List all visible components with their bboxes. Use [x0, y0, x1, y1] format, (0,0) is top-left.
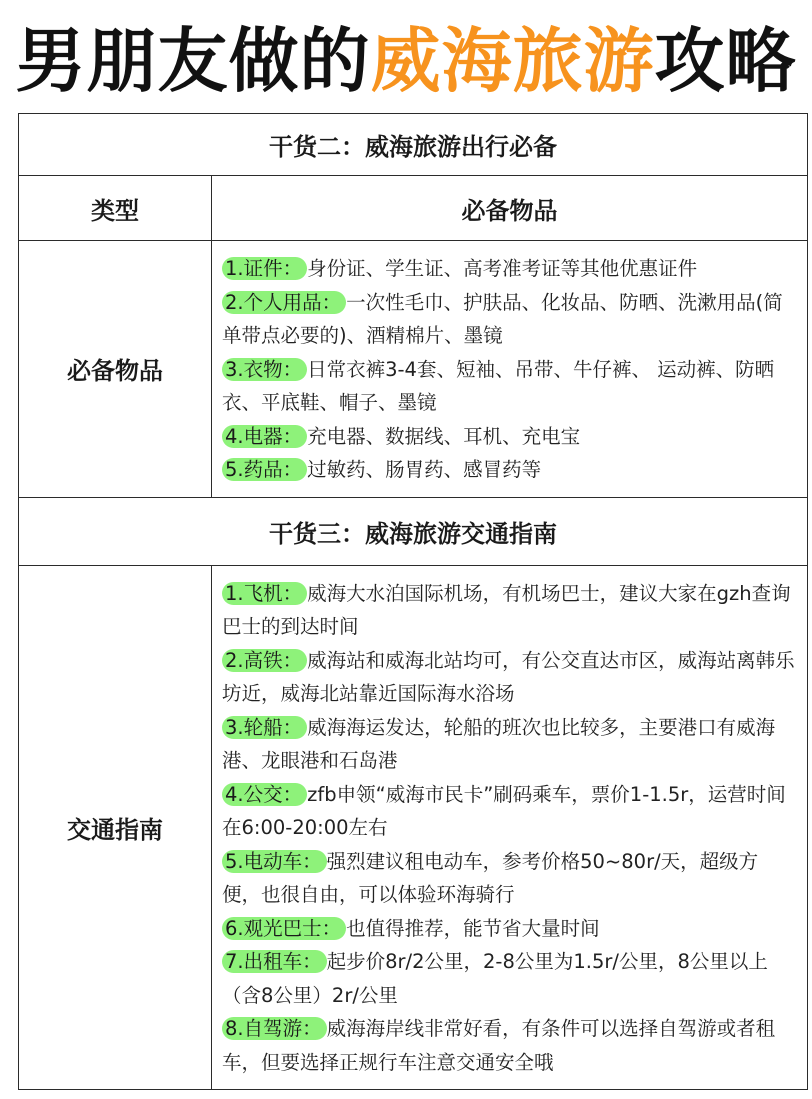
essentials-type: 必备物品 [19, 241, 212, 498]
page-title [0, 6, 812, 104]
item-text: 威海海运发达，轮船的班次也比较多，主要港口有威海港、龙眼港和石岛港 [222, 715, 776, 772]
item-tag: 3.轮船： [222, 716, 307, 739]
transport-row [19, 565, 808, 1090]
list-item [222, 912, 797, 946]
list-item [222, 252, 797, 286]
item-tag: 2.高铁： [222, 649, 307, 672]
essentials-row [19, 241, 808, 498]
item-tag: 7.出租车： [222, 950, 327, 973]
item-text: 一次性毛巾、护肤品、化妆品、防晒、洗漱用品(简单带点必要的)、酒精棉片、墨镜 [222, 290, 783, 347]
item-text: 日常衣裤3-4套、短袖、吊带、牛仔裤、 运动裤、防晒衣、平底鞋、帽子、墨镜 [222, 357, 775, 414]
item-text: zfb申领“威海市民卡”刷码乘车，票价1-1.5r，运营时间在6:00-20:00左右 [222, 782, 786, 839]
guide-table [18, 113, 808, 1090]
item-tag: 5.电动车： [222, 850, 327, 873]
item-tag: 6.观光巴士： [222, 917, 346, 940]
list-item [222, 945, 797, 1012]
item-tag: 3.衣物： [222, 358, 307, 381]
title-part-2: 攻略 [654, 19, 797, 102]
item-tag: 5.药品： [222, 458, 307, 481]
item-text: 也值得推荐，能节省大量时间 [346, 916, 600, 940]
section3-title: 干货三：威海旅游交通指南 [19, 497, 808, 565]
item-tag: 1.证件： [222, 257, 307, 280]
section2-title-row [19, 114, 808, 176]
list-item [222, 286, 797, 353]
section3-title-row [19, 497, 808, 565]
list-item [222, 711, 797, 778]
header-type: 类型 [19, 176, 212, 241]
list-item [222, 778, 797, 845]
list-item [222, 453, 797, 487]
item-text: 强烈建议租电动车，参考价格50~80r/天，超级方便，也很自由，可以体验环海骑行 [222, 849, 759, 906]
header-row [19, 176, 808, 241]
item-text: 充电器、数据线、耳机、充电宝 [307, 424, 581, 448]
list-item [222, 1012, 797, 1079]
item-text: 身份证、学生证、高考准考证等其他优惠证件 [307, 257, 698, 280]
title-highlight: 威海旅游 [370, 19, 655, 102]
list-item [222, 420, 797, 454]
essentials-list [212, 241, 808, 498]
title-part-1: 男朋友做的 [15, 19, 371, 102]
item-tag: 4.公交： [222, 783, 307, 806]
list-item [222, 577, 797, 644]
section2-title: 干货二：威海旅游出行必备 [19, 114, 808, 176]
item-text: 过敏药、肠胃药、感冒药等 [307, 458, 542, 481]
item-tag: 8.自驾游： [222, 1017, 327, 1040]
header-items: 必备物品 [212, 176, 808, 241]
transport-type: 交通指南 [19, 565, 212, 1090]
item-tag: 2.个人用品： [222, 291, 346, 314]
item-tag: 1.飞机： [222, 582, 307, 605]
item-text: 威海大水泊国际机场，有机场巴士，建议大家在gzh查询巴士的到达时间 [222, 581, 791, 638]
list-item [222, 845, 797, 912]
transport-list [212, 565, 808, 1090]
list-item [222, 353, 797, 420]
list-item [222, 644, 797, 711]
item-text: 起步价8r/2公里，2-8公里为1.5r/公里，8公里以上（含8公里）2r/公里 [222, 950, 768, 1007]
item-text: 威海海岸线非常好看，有条件可以选择自驾游或者租车，但要选择正规行车注意交通安全哦 [222, 1017, 776, 1074]
item-tag: 4.电器： [222, 425, 307, 448]
item-text: 威海站和威海北站均可，有公交直达市区，威海站离韩乐坊近，威海北站靠近国际海水浴场 [222, 648, 795, 705]
